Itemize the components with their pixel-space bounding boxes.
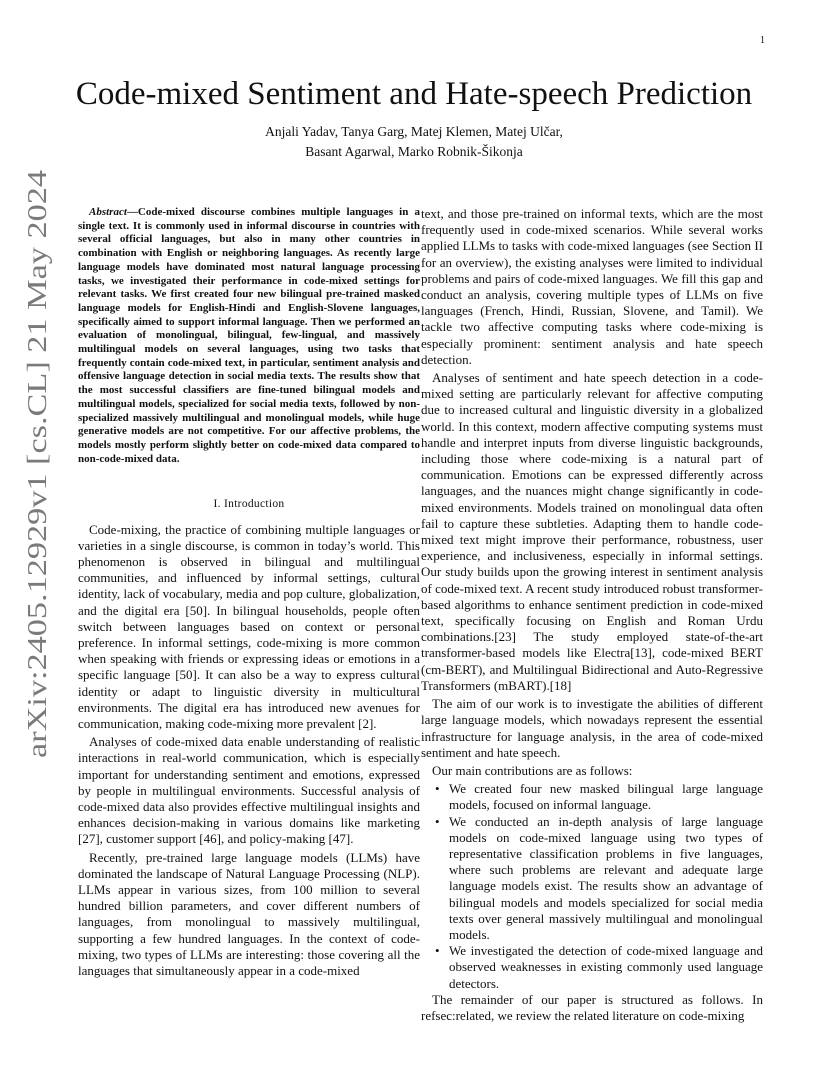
bullet-icon: • bbox=[435, 943, 440, 959]
intro-paragraph: Analyses of code-mixed data enable understanding of realistic interactions in real-world communication, which is especially important for understanding sentiment and emotions, expressed by people in multilingual environments. Successful analysis of code-mixed data also provides effective multilingual insights and enhances decision-making in various domains like marketing [27], customer support [46], and policy-making [47]. bbox=[78, 734, 420, 847]
intro-paragraph: The aim of our work is to investigate the abilities of different large language models, which nowadays represent the essential infrastructure for language analysis, in the area of code-mixed sentiment and hate speech. bbox=[421, 696, 763, 760]
abstract bbox=[78, 206, 420, 466]
paper-title: Code-mixed Sentiment and Hate-speech Prediction bbox=[75, 76, 753, 112]
contributions-list bbox=[421, 781, 763, 992]
intro-paragraph: Analyses of sentiment and hate speech detection in a code-mixed setting are particularly relevant for affective computing due to increased cultural and linguistic diversity in a globalized world. In this context, modern affective computing systems must handle and interpret inputs from diverse linguistic backgrounds, including those where code-mixing is a natural part of communication. Emotions can be expressed differently across languages, and the nuances might change significantly in code-mixed environments. Models trained on monolingual data often fail to capture these subtleties. Adapting them to handle code-mixed text might improve their performance, robustness, user experience, and inclusiveness, especially in informal settings. Our study builds upon the growing interest in sentiment analysis of code-mixed text. A recent study introduced robust transformer-based algorithms to enhance sentiment prediction in code-mixed text, specifically focusing on English and Roman Urdu combinations.[23] The study employed state-of-the-art transformer-based models like Electra[13], code-mixed BERT (cm-BERT), and Multilingual Bidirectional and Auto-Regressive Transformers (mBART).[18] bbox=[421, 370, 763, 693]
right-column bbox=[421, 206, 763, 1026]
author-line-2: Basant Agarwal, Marko Robnik-Šikonja bbox=[305, 143, 523, 159]
contribution-item bbox=[421, 781, 763, 813]
page-number: 1 bbox=[760, 35, 765, 46]
contribution-text: We created four new masked bilingual large language models, focused on informal language. bbox=[449, 781, 763, 813]
contribution-text: We conducted an in-depth analysis of large language models on code-mixed language using two types of representative classification problems in five languages, where such problems are relevant and adequate large language models exist. The results show an advantage of bilingual models and models specialized for social media texts over general massively multilingual and monolingual models. bbox=[449, 813, 763, 942]
intro-paragraph-continued: text, and those pre-trained on informal texts, which are the most frequently used in code-mixed scenarios. While several works applied LLMs to tasks with code-mixed languages (see Section II for an overview), the existing analyses were limited to individual problems and pairs of code-mixed languages. We fill this gap and conduct an analysis, covering multiple types of LLMs on five languages (French, Hindi, Russian, Slovene, and Tamil). We tackle two affective computing tasks where code-mixing is especially prominent: sentiment analysis and hate speech detection. bbox=[421, 206, 763, 367]
abstract-text: —Code-mixed discourse combines multiple languages in a single text. It is commonly used in informal discourse in countries with several official languages, but also in many other countries in combination with English or neighboring languages. As recently large language models have dominated most natural language processing tasks, we investigated their performance in code-mixed settings for relevant tasks. We first created four new bilingual pre-trained masked language models for English-Hindi and English-Slovene languages, specifically aimed to support informal language. Then we performed an evaluation of monolingual, bilingual, few-lingual, and massively multilingual models on several languages, using two tasks that frequently contain code-mixed text, in particular, sentiment analysis and offensive language detection in social media texts. The results show that the most successful classifiers are fine-tuned bilingual models and multilingual models, specialized for social media texts, followed by non-specialized massively multilingual and monolingual models, while huge generative models are not competitive. For our affective problems, the models mostly perform slightly better on code-mixed data compared to non-code-mixed data. bbox=[78, 206, 420, 465]
intro-closing-paragraph: The remainder of our paper is structured as follows. In refsec:related, we review the related literature on code-mixing bbox=[421, 991, 763, 1023]
contribution-text: We investigated the detection of code-mixed language and observed weaknesses in existing commonly used language detectors. bbox=[449, 943, 763, 991]
contributions-intro: Our main contributions are as follows: bbox=[432, 762, 633, 778]
bullet-icon: • bbox=[435, 813, 440, 829]
intro-paragraph: Recently, pre-trained large language models (LLMs) have dominated the landscape of Natural Language Processing (NLP). LLMs appear in various sizes, from 100 million to several hundred billion parameters, and cover different numbers of languages, from monolingual to massively multilingual, supporting a few hundred languages. In the context of code-mixing, two types of LLMs are interesting: those covering all the languages that simultaneously appear in a code-mixed bbox=[78, 849, 420, 979]
contribution-item bbox=[421, 943, 763, 992]
section-heading-introduction: I. Introduction bbox=[213, 498, 285, 511]
arxiv-identifier-text: arXiv:2405.12929v1 [cs.CL] 21 May 2024 bbox=[22, 294, 52, 758]
bullet-icon: • bbox=[435, 781, 440, 797]
contribution-item bbox=[421, 814, 763, 944]
left-column bbox=[78, 206, 420, 981]
abstract-label: Abstract bbox=[89, 206, 127, 218]
arxiv-identifier bbox=[10, 168, 56, 760]
author-line-1: Anjali Yadav, Tanya Garg, Matej Klemen, Matej Ulčar, bbox=[265, 124, 563, 139]
intro-paragraph: Code-mixing, the practice of combining multiple languages or varieties in a single discourse, is common in today’s world. This phenomenon is observed in bilingual and multilingual communities, and influenced by informal settings, cultural identity, lack of vocabulary, media and pop culture, globalization, and the digital era [50]. In bilingual households, people often switch between languages based on context or personal preference. In informal settings, code-mixing is more common when speaking with friends or expressing ideas or emotions in a specific language [50]. It can also be a way to express cultural identity or adapt to linguistic diversity in multicultural environments. The digital era has introduced new avenues for communication, making code-mixing more prevalent [2]. bbox=[78, 521, 420, 731]
author-list bbox=[0, 122, 828, 161]
